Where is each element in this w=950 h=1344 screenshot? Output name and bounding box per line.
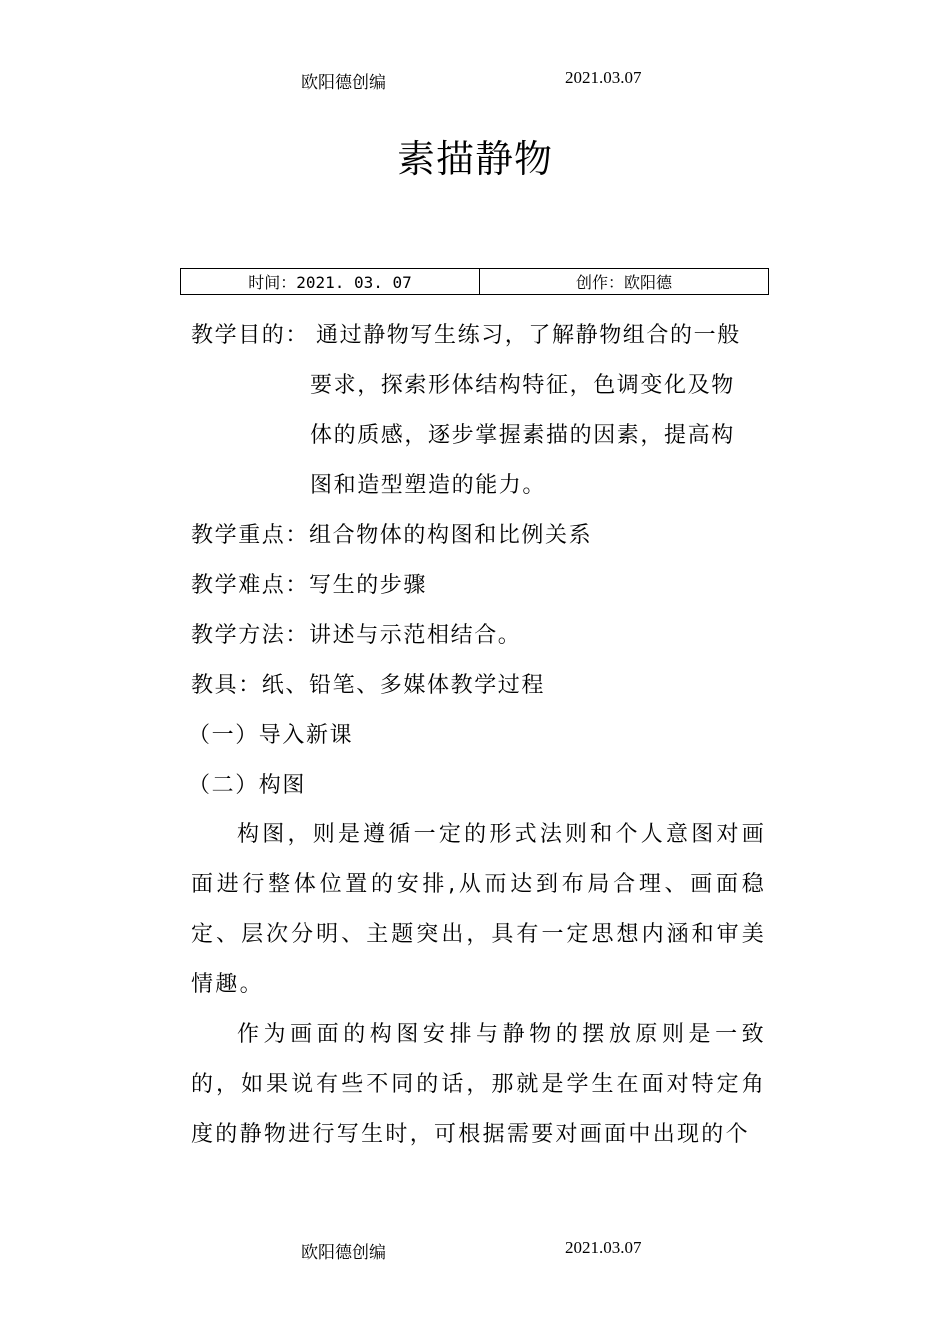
meta-time: 时间：2021. 03. 07 <box>181 269 480 294</box>
meta-table <box>180 268 769 295</box>
tools-line: 教具：纸、铅笔、多媒体教学过程 <box>191 673 546 698</box>
document-title: 素描静物 <box>396 137 553 181</box>
footer-date: 2021.03.07 <box>565 1238 642 1257</box>
objective-line-4: 图和造型塑造的能力。 <box>310 473 547 498</box>
section-heading-1: （一）导入新课 <box>188 723 354 748</box>
objective-label: 教学目的： <box>191 323 310 348</box>
section-heading-2: （二）构图 <box>188 773 307 798</box>
paragraph-arrangement: 作为画面的构图安排与静物的摆放原则是一致的，如果说有些不同的话，那就是学生在面对特定角度的静物进行写生时，可根据需要对画面中出现的个 <box>191 1022 766 1147</box>
difficulty-line: 教学难点：写生的步骤 <box>191 573 428 598</box>
page-header <box>0 68 950 92</box>
objective-line-2: 要求，探索形体结构特征，色调变化及物 <box>310 373 735 398</box>
header-author: 欧阳德创编 <box>301 73 386 92</box>
footer-author: 欧阳德创编 <box>301 1243 386 1262</box>
key-point-line: 教学重点：组合物体的构图和比例关系 <box>191 523 593 548</box>
method-line: 教学方法：讲述与示范相结合。 <box>191 623 522 648</box>
page-footer <box>0 1238 950 1262</box>
meta-creator: 创作：欧阳德 <box>575 273 672 292</box>
paragraph-composition: 构图，则是遵循一定的形式法则和个人意图对画面进行整体位置的安排,从而达到布局合理、画面稳定、层次分明、主题突出，具有一定思想内涵和审美情趣。 <box>191 822 766 997</box>
objective-line-1: 通过静物写生练习，了解静物组合的一般 <box>316 323 741 348</box>
objective-line-3: 体的质感，逐步掌握素描的因素，提高构 <box>310 423 735 448</box>
header-date: 2021.03.07 <box>565 68 642 87</box>
